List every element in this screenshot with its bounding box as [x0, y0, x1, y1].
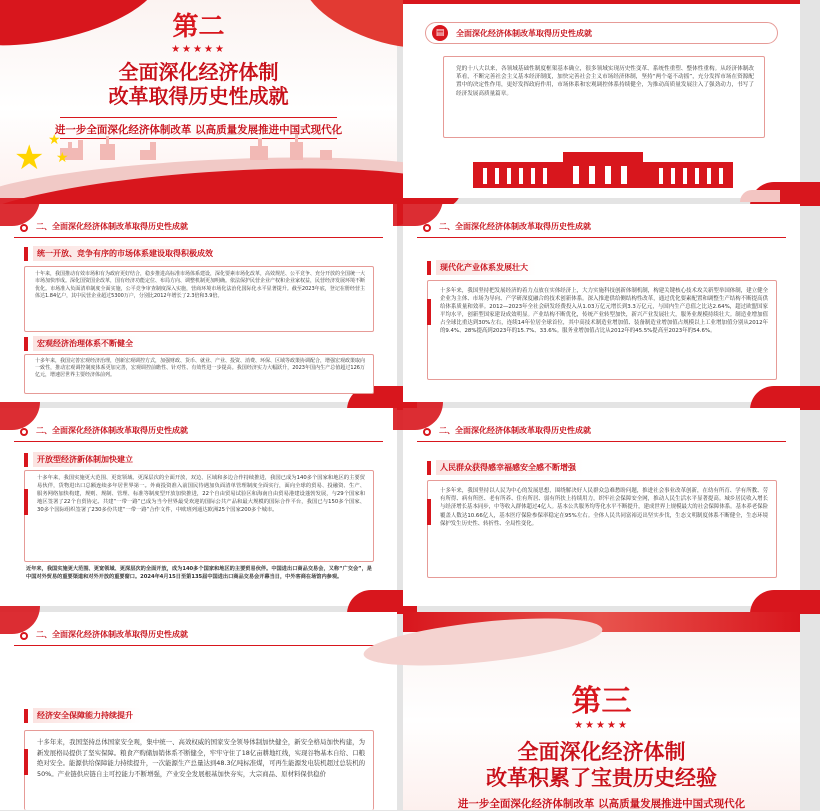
stars-decoration: ★★★★★	[574, 720, 629, 731]
section-text: 十多年来，我国坚持把发展经济的着力点放在实体经济上，大力实施科技创新体制机制，构建关键核心技术攻关新型举国体制，建立健全企业为主体、市场为导向、产学研深度融合的技术创新体系。深入推进供给侧结构性改革，通过优化要素配置和调整生产结构不断提高供给体系质量和效率。2012—2023年全社会研发经费投入从1.03万亿元增长到3.3万亿元，与国内生产总值之比达2.64%，超过欧盟国家平均水平，创新型国家建设成效明显。产业结构不断优化，传统产业转型加快，新兴产业发展壮大，服务业规模持续壮大。制造业增加值占全球比重达到30%左右，连续14年位居全球首位，其中高技术制造业增加值、装备制造业增加值占规模以上工业增加值分别从2012年的9.4%、28%提高到2023年的15.7%、33.6%。服务业增加值占比从2012年的45.5%提高至2023年的54.6%。	[440, 288, 768, 335]
content-slide-market[interactable]	[0, 204, 397, 402]
section-heading	[427, 260, 536, 275]
section-label: 统一开放、竞争有序的市场体系建设取得积极成效	[33, 246, 221, 261]
section-heading	[24, 708, 141, 723]
decorative-corner	[750, 590, 820, 614]
section-text: 十多年来，我国坚持以人民为中心的发展思想，围绕解决好人民群众急难愁盼问题，推进社会事业改革创新，在幼有所育、学有所教、劳有所得、病有所医、老有所养、住有所居、弱有所扶上持续用力，织牢社会保障安全网，推动人民生活水平显著提高。城乡居民收入增长与经济增长基本同步，中等收入群体超过4亿人。基本公共服务均等化水平不断提升，建成世界上规模最大的社会保障体系。基本养老保险覆盖人数达10.66亿人，基本医疗保险参保率稳定在95%左右。全体人民共同富裕迈出坚实步伐，生态文明制度体系不断健全，生态环境保护发生历史性、转折性、全局性变化。	[440, 488, 768, 527]
header-title: 二、全面深化经济体制改革取得历史性成就	[439, 426, 591, 435]
section-marker	[24, 337, 28, 351]
section-label: 现代化产业体系发展壮大	[436, 260, 536, 275]
cover-subtitle: 进一步全面深化经济体制改革 以高质量发展推进中国式现代化	[457, 798, 746, 810]
section-text: 十多年来，我国完善宏观经济治理，创新宏观调控方式，加强财政、货币、就业、产业、投资、消费、环保、区域等政策协调配合，增强宏观政策取向一致性，推动宏观调控制度体系更加完善，宏观调控前瞻性、针对性、有效性进一步提高。我国经济实力大幅跃升，2023年国内生产总值超过126万亿元，增速居世界主要经济体前列。	[35, 358, 366, 379]
header-title: 二、全面深化经济体制改革取得历史性成就	[36, 630, 188, 639]
section-heading	[427, 460, 584, 475]
section-text: 十年来，我国推动有效市场和有为政府更好结合，稳步推进高标准市场体系建设，深化要素市场化改革，高效规范、公平竞争、充分开放的全国统一大市场加快形成。深化国资国企改革，国有经济功能定位、布局方向、调整机制更加明确。依法保护民营企业产权和企业家权益，民营经济发展环境不断优化。市场准入负面清单制度全面实施，公平竞争审查制度深入实施，营商环境市场化法治化国际化水平显著提升。截至2023年底，登记在册经营主体达1.84亿户，其中民营企业超过5300万户，分别比2012年增长了2.3倍和3.9倍。	[35, 271, 366, 300]
text-box	[24, 266, 374, 332]
content-slide-wellbeing[interactable]	[403, 408, 800, 606]
cover-slide-2[interactable]	[0, 0, 397, 198]
section-number: 第二	[172, 12, 225, 41]
section-heading	[24, 336, 141, 351]
text-box	[24, 470, 374, 562]
summary-title: 全面深化经济体制改革取得历史性成就	[456, 29, 592, 38]
section-text: 十多年来，我国实施更大范围、更宽领域、更深层次的全面开放，双边、区域和多边合作持续推进，我国已成为140多个国家和地区的主要贸易伙伴，货物进出口总额连续多年居世界第一。外商投资准入前国民待遇加负面清单管理制度全面实行，面向全球的贸易、投融资、生产、服务网络加快构建，规则、规制、管理、标准等制度型开放加快推进，22个自由贸易试验区和海南自由贸易港建设蓬勃发展，与29个国家和地区签署了22个自贸协定。共建“一带一路”已成为当今世界最受欢迎的国际公共产品和最大规模的国际合作平台，我国已与150多个国家、30多个国际组织签署了230多份共建“一带一路”合作文件，中欧班列通达欧洲25个国家200多个城市。	[37, 475, 365, 513]
content-slide-opening[interactable]	[0, 408, 397, 606]
box-accent	[24, 489, 28, 515]
small-star-icon: ★	[48, 132, 61, 148]
box-accent	[427, 299, 431, 325]
decorative-corner	[740, 190, 780, 202]
section-label: 开放型经济新体制加快建立	[33, 452, 141, 467]
small-star-icon: ★	[56, 150, 69, 166]
slide-header	[417, 422, 786, 442]
section-number: 第三	[571, 685, 632, 718]
circle-icon	[20, 428, 28, 436]
slide-header	[14, 422, 383, 442]
box-accent	[24, 749, 28, 775]
slide-header	[14, 626, 383, 646]
section-text: 十多年来，我国坚持总体国家安全观，集中统一、高效权威的国家安全领导体制加快健全，新安全格局加快构建，为新发展格局提供了坚实保障。粮食产购储加销体系不断健全，牢牢守住了18亿亩耕地红线，实现谷物基本自给、口粮绝对安全。能源供给保障能力持续提升，一次能源生产总量达到48.3亿吨标准煤，可再生能源发电装机超过总装机的50%。产业链供应链自主可控能力不断增强，产业安全发展根基加快夯实，大宗商品、原材料保供稳价	[37, 738, 365, 778]
decorative-corner	[750, 386, 820, 410]
cover-subtitle: 进一步全面深化经济体制改革 以高质量发展推进中国式现代化	[54, 124, 343, 136]
section-heading	[24, 246, 221, 261]
box-accent	[427, 499, 431, 525]
slide-header	[417, 218, 786, 238]
summary-slide[interactable]	[403, 0, 800, 198]
large-star-icon: ★	[14, 138, 45, 178]
great-hall-icon	[473, 148, 733, 188]
section-label: 经济安全保障能力持续提升	[33, 708, 141, 723]
cover-title-line1: 全面深化经济体制	[118, 62, 279, 84]
content-slide-industry[interactable]	[403, 204, 800, 402]
text-box	[24, 730, 374, 810]
circle-icon	[423, 224, 431, 232]
summary-text: 党的十八大以来，各领域基础性制度框架基本确立，很多领域实现历史性变革、系统性重塑、整体性重构。从经济体制改革看，不断完善社会主义基本经济制度，加快完善社会主义市场经济体制，坚持“两个毫不动摇”，充分发挥市场在资源配置中的决定性作用，更好发挥政府作用，市场体系和宏观调控体系持续健全，为推动高质量发展注入了强劲动力，书写了经济发展高质量篇章。	[456, 66, 754, 97]
photo-caption: 近年来，我国实施更大范围、更宽领域、更深层次的全面开放，成为140多个国家和地区的主要贸易伙伴。中国进出口商品交易会，又称“广交会”，是中国对外贸易的重要渠道和对外开放的重要窗口。2024年4月15日至第135届中国进出口商品交易会开幕当日，中外客商在场馆内参观。	[26, 566, 372, 580]
circle-icon	[423, 428, 431, 436]
text-box	[427, 280, 777, 380]
text-box	[24, 354, 374, 394]
section-marker	[24, 709, 28, 723]
section-marker	[427, 461, 431, 475]
cover-slide-3[interactable]	[403, 612, 800, 810]
cover-title-line1: 全面深化经济体制	[517, 740, 686, 764]
top-accent-bar	[403, 0, 800, 4]
section-label: 宏观经济治理体系不断健全	[33, 336, 141, 351]
section-heading	[24, 452, 141, 467]
section-marker	[24, 453, 28, 467]
summary-box	[443, 56, 765, 138]
cover-title-line2: 改革取得历史性成就	[108, 86, 289, 108]
header-title: 二、全面深化经济体制改革取得历史性成就	[439, 222, 591, 231]
cover-title-line2: 改革积累了宝贵历史经验	[486, 766, 717, 790]
subtitle-rule	[60, 117, 337, 118]
slide-header	[14, 218, 383, 238]
stars-decoration: ★★★★★	[171, 44, 226, 55]
document-icon: ▤	[432, 25, 448, 41]
section-marker	[24, 247, 28, 261]
text-box	[427, 480, 777, 578]
circle-icon	[20, 224, 28, 232]
title-pill	[425, 22, 778, 44]
section-label: 人民群众获得感幸福感安全感不断增强	[436, 460, 584, 475]
content-slide-security[interactable]	[0, 612, 397, 810]
header-title: 二、全面深化经济体制改革取得历史性成就	[36, 426, 188, 435]
circle-icon	[20, 632, 28, 640]
header-title: 二、全面深化经济体制改革取得历史性成就	[36, 222, 188, 231]
section-marker	[427, 261, 431, 275]
